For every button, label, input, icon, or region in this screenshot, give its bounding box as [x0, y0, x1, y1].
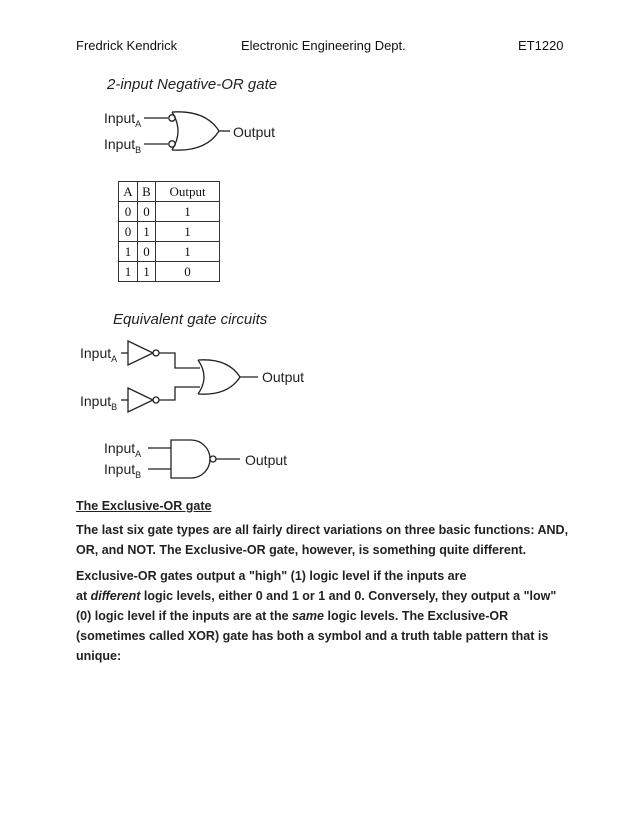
table-cell: 1 — [138, 262, 156, 282]
para2-different-emphasis: different — [90, 589, 141, 603]
table-cell: 0 — [119, 202, 138, 222]
para2-line3-post: logic levels. The Exclusive-OR — [324, 609, 509, 623]
header-course: ET1220 — [518, 38, 564, 53]
header-department: Electronic Engineering Dept. — [241, 38, 406, 53]
para2-line5: unique: — [76, 649, 122, 663]
table-cell: 1 — [156, 222, 220, 242]
fig2-c1-gates — [121, 341, 258, 412]
table-cell: 0 — [156, 262, 220, 282]
fig2-c1-input-b-label: Input$_B$ — [80, 393, 118, 412]
figure-equivalent-circuits-title: Equivalent gate circuits — [113, 311, 268, 328]
table-cell: 0 — [119, 222, 138, 242]
figure-negative-or-title: 2-input Negative-OR gate — [107, 76, 278, 93]
table-cell: 0 — [138, 202, 156, 222]
para2-at: at — [76, 589, 91, 603]
fig2-c2-input-a-label: Input$_A$ — [104, 440, 142, 459]
header-author: Fredrick Kendrick — [76, 38, 178, 53]
para2-line3-pre: (0) logic level if the inputs are at the — [76, 609, 293, 623]
table-row — [119, 222, 220, 242]
paragraph-xor-description — [76, 566, 576, 666]
fig2-c1-output-label: Output — [262, 369, 305, 385]
table-cell: 1 — [156, 242, 220, 262]
fig1-input-a-label: Input$_A$ — [104, 110, 142, 129]
para2-line2-rest: logic levels, either 0 and 1 or 1 and 0. Conversely, they output a "low" — [140, 589, 557, 603]
para2-same-emphasis: same — [292, 609, 324, 623]
paragraph-intro: The last six gate types are all fairly direct variations on three basic functions: AND, OR, and NOT. The Exclusive-OR gate, however, is something quite different. — [76, 523, 569, 557]
truth-table-header-row — [119, 182, 220, 202]
truth-table-header-a: A — [119, 182, 138, 202]
fig1-or-gate-symbol — [144, 112, 230, 150]
para2-line4: (sometimes called XOR) gate has both a symbol and a truth table pattern that is — [76, 629, 549, 643]
table-row — [119, 262, 220, 282]
fig2-c2-output-label: Output — [245, 452, 288, 468]
table-cell: 1 — [119, 242, 138, 262]
table-row — [119, 202, 220, 222]
truth-table-header-output: Output — [156, 182, 220, 202]
table-cell: 1 — [138, 222, 156, 242]
fig2-c2-input-b-label: Input$_B$ — [104, 461, 142, 480]
fig2-c2-nand-gate — [148, 440, 240, 478]
truth-table — [118, 181, 220, 282]
section-heading-exclusive-or: The Exclusive-OR gate — [76, 499, 212, 513]
fig1-input-b-label: Input$_B$ — [104, 136, 142, 155]
table-cell: 0 — [138, 242, 156, 262]
para2-line1: Exclusive-OR gates output a "high" (1) logic level if the inputs are — [76, 569, 467, 583]
fig2-c1-input-a-label: Input$_A$ — [80, 345, 118, 364]
fig1-output-label: Output — [233, 124, 276, 140]
table-cell: 1 — [119, 262, 138, 282]
table-cell: 1 — [156, 202, 220, 222]
truth-table-header-b: B — [138, 182, 156, 202]
table-row — [119, 242, 220, 262]
